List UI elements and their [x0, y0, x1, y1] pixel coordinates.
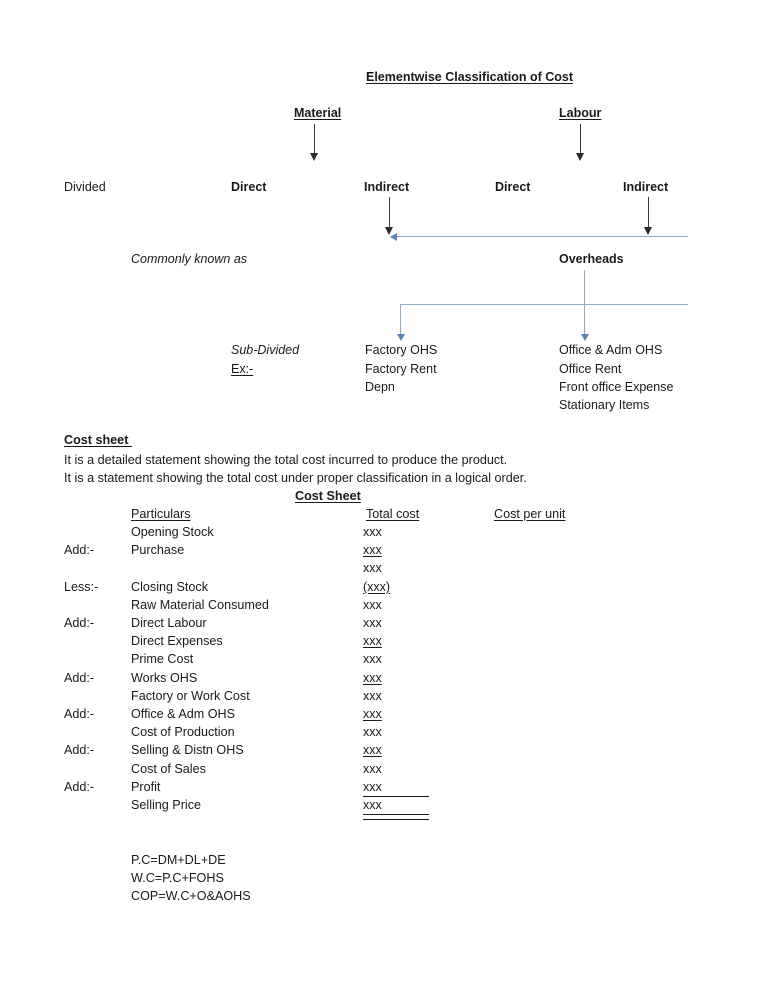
factory-ohs-drop-line — [400, 304, 401, 336]
cost-row-particular: Works OHS — [131, 670, 198, 685]
material-branch-line — [314, 124, 315, 156]
office-item-0: Office & Adm OHS — [559, 343, 663, 357]
cost-row-particular: Selling & Distn OHS — [131, 743, 244, 758]
diagram-title: Elementwise Classification of Cost — [366, 70, 573, 84]
cost-row-total-rule — [363, 814, 429, 820]
labour-indirect-line — [648, 197, 649, 228]
overheads-split-bar — [400, 304, 688, 305]
cost-row-prefix: Add:- — [64, 779, 95, 794]
cost-sheet-table-title: Cost Sheet — [295, 489, 361, 503]
branch-label-material: Material — [294, 106, 342, 120]
cost-row-total: xxx — [363, 688, 382, 703]
cost-row-total: xxx — [363, 525, 382, 539]
factory-item-1: Factory Rent — [365, 362, 437, 376]
office-item-2: Front office Expense — [559, 380, 674, 394]
cost-row-prefix: Add:- — [64, 543, 95, 558]
cost-row-total: xxx — [363, 652, 382, 667]
cost-row-particular: Raw Material Consumed — [131, 597, 269, 612]
column-header-particulars: Particulars — [131, 507, 191, 521]
row-label-example: Ex:- — [231, 362, 254, 376]
material-indirect-line — [389, 197, 390, 228]
material-branch-arrowhead — [310, 153, 318, 161]
overheads-label: Overheads — [559, 252, 624, 266]
column-header-cost-per-unit: Cost per unit — [494, 507, 566, 521]
office-ohs-arrowhead — [581, 334, 589, 341]
cost-row-total: xxx — [363, 743, 382, 758]
cost-row-particular: Profit — [131, 779, 161, 794]
cell-labour-indirect: Indirect — [623, 180, 669, 194]
cost-sheet-heading: Cost sheet — [64, 433, 132, 447]
cost-row-particular: Factory or Work Cost — [131, 688, 250, 703]
cost-row-subtotal-rule — [363, 796, 429, 797]
row-label-sub-divided: Sub-Divided — [231, 343, 300, 357]
formula-2: COP=W.C+O&AOHS — [131, 889, 251, 903]
cell-material-direct: Direct — [231, 180, 267, 194]
factory-ohs-arrowhead — [397, 334, 405, 341]
cost-row-total: xxx — [363, 634, 382, 649]
cost-row-total: xxx — [363, 725, 382, 740]
office-ohs-drop-line — [584, 304, 585, 336]
cost-row-total: xxx — [363, 707, 382, 721]
labour-branch-line — [580, 124, 581, 156]
factory-item-0: Factory OHS — [365, 343, 438, 357]
cost-row-total: xxx — [363, 761, 382, 776]
cost-row-prefix: Less:- — [64, 579, 99, 594]
cell-material-indirect: Indirect — [364, 180, 410, 194]
cost-row-total: xxx — [363, 561, 382, 576]
overheads-merge-line — [396, 236, 688, 237]
cost-row-total: xxx — [363, 670, 382, 685]
cost-row-particular: Prime Cost — [131, 652, 194, 667]
row-label-divided: Divided — [64, 180, 106, 194]
cost-row-particular: Purchase — [131, 543, 185, 558]
office-item-1: Office Rent — [559, 362, 622, 376]
cost-sheet-description-line-0: It is a detailed statement showing the total cost incurred to produce the product. — [64, 453, 508, 467]
cost-row-particular: Closing Stock — [131, 579, 208, 594]
cost-row-particular: Selling Price — [131, 798, 201, 812]
cell-labour-direct: Direct — [495, 180, 531, 194]
formula-0: P.C=DM+DL+DE — [131, 853, 226, 867]
cost-row-prefix: Add:- — [64, 616, 95, 630]
cost-row-particular: Office & Adm OHS — [131, 707, 236, 721]
factory-item-2: Depn — [365, 380, 395, 394]
cost-row-total: xxx — [363, 616, 382, 630]
branch-label-labour: Labour — [559, 106, 602, 120]
cost-row-particular: Direct Expenses — [131, 634, 223, 649]
cost-row-total: xxx — [363, 798, 382, 812]
row-label-commonly-known-as: Commonly known as — [131, 252, 248, 266]
column-header-total-cost: Total cost — [366, 507, 420, 521]
cost-sheet-description-line-1: It is a statement showing the total cost under proper classification in a logical order. — [64, 471, 527, 485]
cost-row-total: xxx — [363, 597, 382, 612]
labour-branch-arrowhead — [576, 153, 584, 161]
cost-row-prefix: Add:- — [64, 707, 95, 721]
overheads-merge-arrowhead — [390, 233, 397, 241]
cost-row-prefix: Add:- — [64, 743, 95, 758]
cost-row-prefix: Add:- — [64, 670, 95, 685]
cost-row-particular: Cost of Production — [131, 725, 235, 740]
cost-row-total: xxx — [363, 543, 382, 558]
formula-1: W.C=P.C+FOHS — [131, 871, 224, 885]
office-item-3: Stationary Items — [559, 398, 650, 412]
cost-row-particular: Cost of Sales — [131, 761, 206, 776]
overheads-stem-line — [584, 270, 585, 305]
cost-row-total: (xxx) — [363, 579, 391, 594]
cost-row-particular: Direct Labour — [131, 616, 207, 630]
cost-row-particular: Opening Stock — [131, 525, 214, 539]
cost-row-total: xxx — [363, 779, 382, 794]
labour-indirect-arrowhead — [644, 227, 652, 235]
